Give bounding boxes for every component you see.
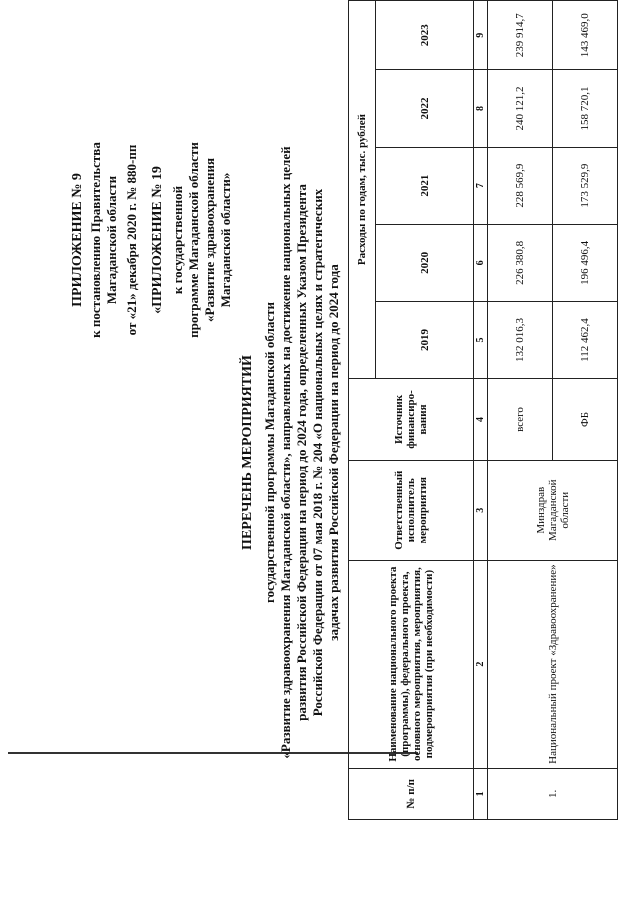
row-executor: Минздрав Магаданской области: [488, 460, 618, 560]
appendix-line: «Развитие здравоохранения: [202, 158, 217, 322]
header-year: 2021: [376, 147, 474, 224]
appendix-line: Магаданской области: [104, 175, 119, 305]
col-number: 7: [474, 147, 488, 224]
header-num: № п/п: [349, 768, 474, 819]
cell-value: 173 529,9: [553, 147, 618, 224]
heading-line: государственной программы Магаданской области: [262, 302, 277, 603]
col-number: 6: [474, 224, 488, 301]
table-row: [488, 1, 553, 820]
cell-value: 228 569,9: [488, 147, 553, 224]
cell-value: 132 016,3: [488, 301, 553, 378]
header-year: 2020: [376, 224, 474, 301]
col-number: 4: [474, 379, 488, 461]
appendix-line: Магаданской области»: [218, 172, 233, 308]
appendix-line: к постановлению Правительства: [88, 142, 103, 338]
cell-value: 112 462,4: [553, 301, 618, 378]
col-number: 5: [474, 301, 488, 378]
row-name: Национальный проект «Здравоохранение»: [488, 560, 618, 768]
col-number: 3: [474, 460, 488, 560]
cell-value: 196 496,4: [553, 224, 618, 301]
heading-title: ПЕРЕЧЕНЬ МЕРОПРИЯТИЙ: [240, 355, 255, 550]
header-executor: Ответственный исполнитель мероприятия: [349, 460, 474, 560]
heading-line: Российской Федерации от 07 мая 2018 г. № 204 «О национальных целях и стратегических: [310, 188, 325, 717]
cell-value: 239 914,7: [488, 1, 553, 70]
header-year: 2023: [376, 1, 474, 70]
col-number: 9: [474, 1, 488, 70]
appendix-title: ПРИЛОЖЕНИЕ № 9: [70, 173, 85, 307]
col-number: 2: [474, 560, 488, 768]
row-source: всего: [488, 379, 553, 461]
header-name: Наименование национального проекта (программы), федерального проекта, основного мероприятия, мероприятия, подмероприятия (при необходимости): [349, 560, 474, 768]
cell-value: 143 469,0: [553, 1, 618, 70]
appendix-title-2: «ПРИЛОЖЕНИЕ № 19: [150, 166, 165, 314]
header-year: 2022: [376, 70, 474, 147]
row-source: ФБ: [553, 379, 618, 461]
header-expenses: Расходы по годам, тыс. рублей: [349, 1, 376, 379]
appendix-line: от «21» декабря 2020 г. № 880-пп: [124, 144, 139, 336]
appendix-line: программе Магаданской области: [186, 142, 201, 338]
cell-value: 226 380,8: [488, 224, 553, 301]
cell-value: 240 121,2: [488, 70, 553, 147]
header-year: 2019: [376, 301, 474, 378]
header-source: Источник финансиро-вания: [349, 379, 474, 461]
heading-line: «Развитие здравоохранения Магаданской области», направленных на достижение национальных целей: [278, 146, 293, 759]
heading-line: задачах развития Российской Федерации на период до 2024 года: [326, 264, 341, 641]
col-number: 8: [474, 70, 488, 147]
row-num: 1.: [488, 768, 618, 819]
cell-value: 158 720,1: [553, 70, 618, 147]
col-number: 1: [474, 768, 488, 819]
heading-line: развития Российской Федерации на период до 2024 года, определенных Указом Президента: [294, 184, 309, 721]
measures-table: [348, 0, 618, 820]
appendix-line: к государственной: [170, 185, 185, 295]
